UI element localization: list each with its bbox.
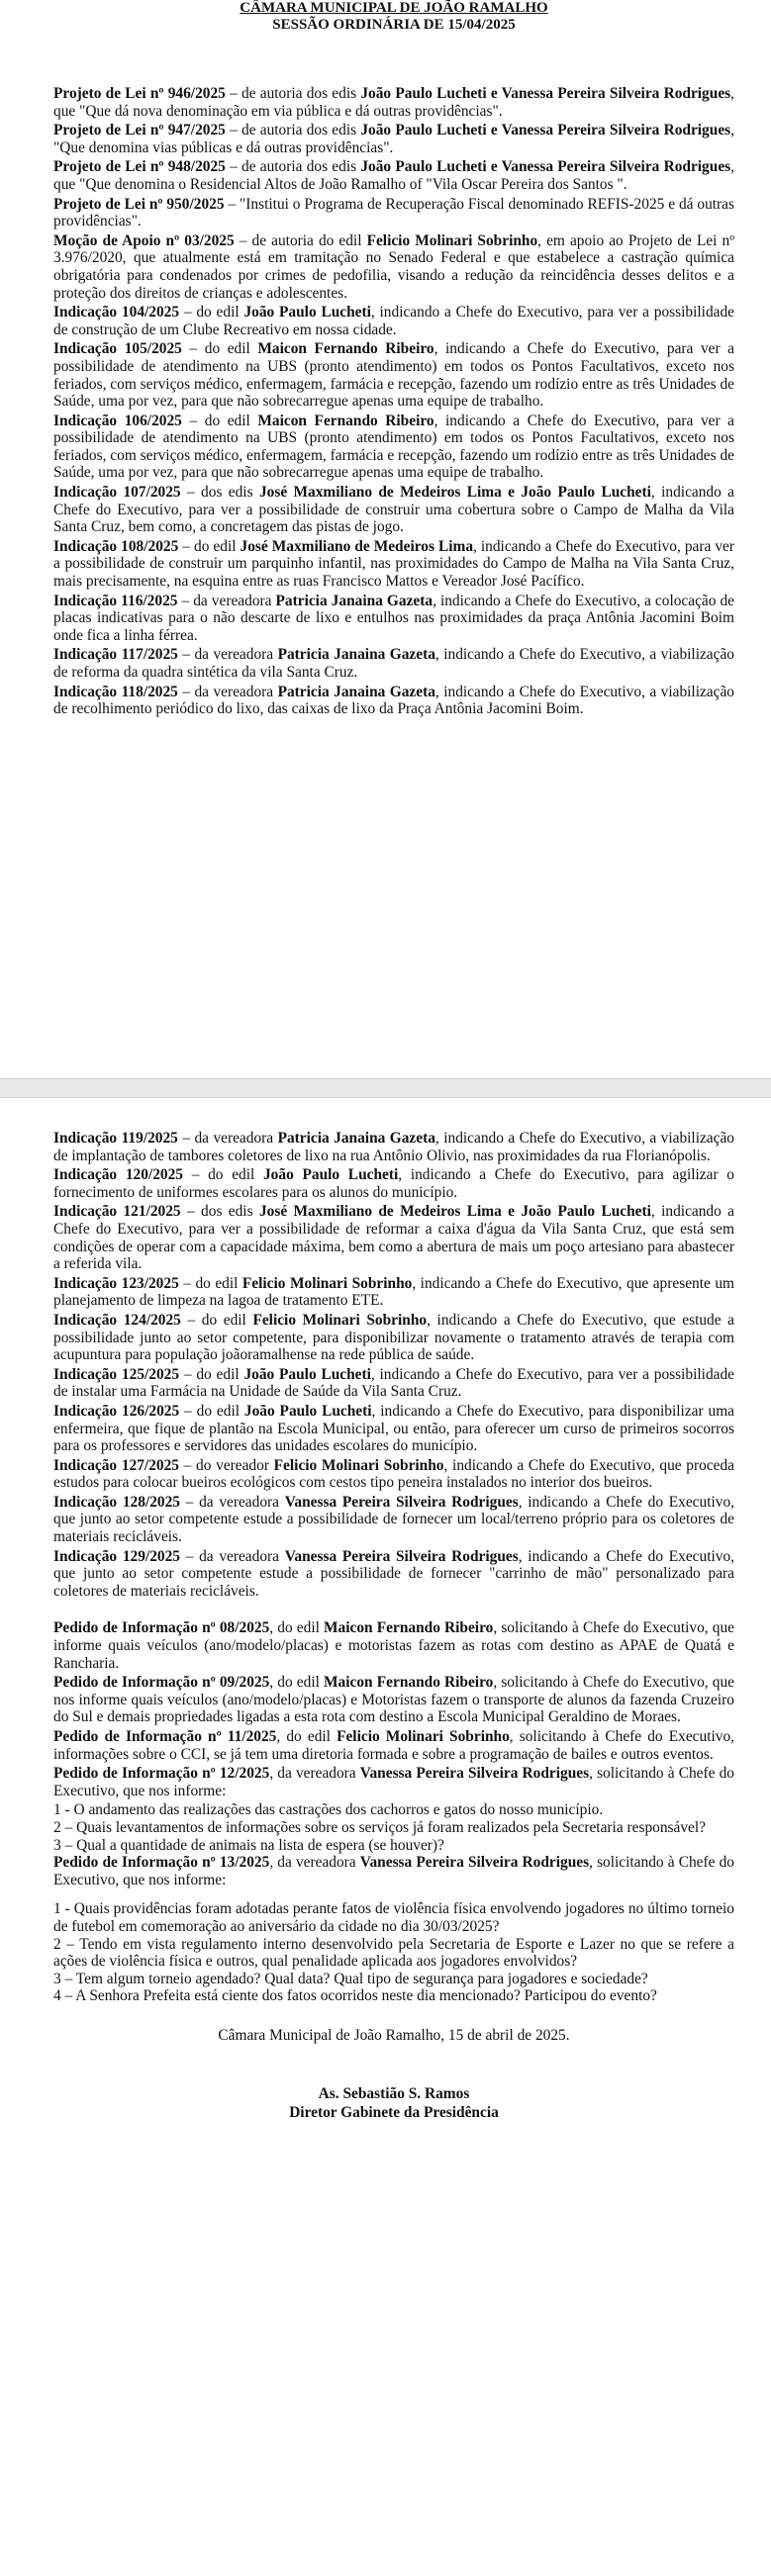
request-13-gap xyxy=(53,1890,734,1900)
item-number: Indicação 118/2025 xyxy=(53,683,178,700)
item-description: , solicitando à Chefe do Executivo, que nos informe: xyxy=(53,1765,734,1799)
item-description: , solicitando à Chefe do Executivo, que nos informe quais veículos (ano/modelo/placas) e Motoristas fazem o transporte de alunos da fazenda Cruzeiro do Sul e demais propriedades ligadas a esta rota com destino a Escola Municipal Geraldino de Moraes. xyxy=(53,1674,734,1726)
item-number: Indicação 126/2025 xyxy=(53,1402,180,1420)
agenda-item xyxy=(53,413,734,482)
question-item: 4 – A Senhora Prefeita está ciente dos fatos ocorridos neste dia mencionado? Participou do evento? xyxy=(53,1987,657,2005)
page-2-items xyxy=(53,1130,734,1600)
item-number: Indicação 128/2025 xyxy=(53,1493,180,1511)
item-text: , do edil xyxy=(269,1674,325,1692)
agenda-item xyxy=(53,1312,734,1364)
item-author: Maicon Fernando Ribeiro xyxy=(257,412,434,429)
agenda-item xyxy=(53,122,734,156)
item-author: João Paulo Lucheti xyxy=(243,304,371,322)
agenda-item xyxy=(53,1366,734,1401)
agenda-item xyxy=(53,232,734,302)
item-description: , indicando a Chefe do Executivo, a colocação de placas indicativas para o não descarte de lixo e entulhos nas proximidades da praça Antônia Jacomini Boim onde fica a linha férrea. xyxy=(53,592,734,644)
item-number: Indicação 129/2025 xyxy=(53,1547,180,1565)
information-request xyxy=(53,1765,734,1799)
agenda-item xyxy=(53,1203,734,1272)
document-page-2 xyxy=(0,1098,771,2576)
item-text: – da vereadora xyxy=(177,646,278,664)
item-description: , indicando a Chefe do Executivo, que junto ao setor competente estude a possibilidade de fornecer "carrinho de mão" personalizado para coletores de materiais recicláveis. xyxy=(53,1547,734,1600)
item-text: – do edil xyxy=(178,537,241,555)
item-description: , solicitando à Chefe do Executivo, que nos informe: xyxy=(53,1854,734,1888)
item-number: Pedido de Informação nº 13/2025 xyxy=(53,1854,270,1872)
item-text: – da vereadora xyxy=(179,1547,285,1565)
question-item: 2 – Tendo em vista regulamento interno desenvolvido pela Secretaria de Esporte e Lazer no que se refere a ações de violência física e outros, qual penalidade aplicada aos jogadores envolvidos? xyxy=(53,1935,734,1971)
item-author: Vanessa Pereira Silveira Rodrigues xyxy=(284,1547,519,1565)
item-author: José Maxmiliano de Medeiros Lima e João Paulo Lucheti xyxy=(258,1203,651,1221)
item-description: , indicando a Chefe do Executivo, que junto ao setor competente estude a possibilidade de fornecer um local/terreno próprio para os coletores de materiais recicláveis. xyxy=(53,1493,734,1546)
item-number: Projeto de Lei nº 948/2025 xyxy=(53,158,226,176)
item-text: – da vereadora xyxy=(179,1493,285,1511)
item-text: – do edil xyxy=(182,1166,263,1184)
item-number: Indicação 121/2025 xyxy=(53,1203,181,1221)
item-description: , indicando a Chefe do Executivo, para ver a possibilidade de construir um parquinho infantil, nas proximidades do Campo de Malha na Vila Santa Cruz, mais precisamente, na esquina entre as ruas Francisco Mattos e Vereador José Pacífico. xyxy=(53,537,735,591)
item-text: – de autoria do edil xyxy=(234,231,367,249)
item-author: Vanessa Pereira Silveira Rodrigues xyxy=(284,1493,519,1511)
agenda-item xyxy=(53,85,734,120)
item-author: Maicon Fernando Ribeiro xyxy=(257,340,434,358)
item-number: Indicação 108/2025 xyxy=(53,537,179,555)
item-text: , do edil xyxy=(276,1728,337,1745)
item-text: – da vereadora xyxy=(177,1130,278,1147)
information-request xyxy=(53,1674,734,1726)
header-subtitle: SESSÃO ORDINÁRIA DE 15/04/2025 xyxy=(272,17,516,33)
signature-name: As. Sebastião S. Ramos xyxy=(318,2084,470,2102)
item-description: , indicando a Chefe do Executivo, que estude a possibilidade junto ao setor competente, para disponibilizar novamente o tratamento através de terapia com acupuntura para população joãoramalhense na rede pública de saúde. xyxy=(53,1311,734,1364)
page-1-items xyxy=(53,85,734,718)
item-number: Indicação 104/2025 xyxy=(53,304,180,322)
item-number: Pedido de Informação nº 09/2025 xyxy=(53,1674,270,1692)
question-item: 1 - O andamento das realizações das castrações dos cachorros e gatos do nosso município. xyxy=(53,1801,604,1819)
item-description: , indicando a Chefe do Executivo, para ver a possibilidade de construção de um Clube Recreativo em nossa cidade. xyxy=(53,304,734,338)
closing-line: Câmara Municipal de João Ramalho, 15 de abril de 2025. xyxy=(218,2026,570,2044)
agenda-item xyxy=(53,1494,734,1546)
item-author: João Paulo Lucheti e Vanessa Pereira Silveira Rodrigues xyxy=(360,85,731,102)
item-text: – do vereador xyxy=(178,1456,274,1474)
header-gap xyxy=(53,34,734,85)
item-text: – do edil xyxy=(178,1274,242,1292)
item-author: Maicon Fernando Ribeiro xyxy=(324,1619,494,1637)
item-text: – do edil xyxy=(180,1311,253,1329)
agenda-item xyxy=(53,1130,734,1164)
page-1-content xyxy=(53,0,734,720)
agenda-item xyxy=(53,340,734,410)
item-number: Pedido de Informação nº 12/2025 xyxy=(53,1765,270,1783)
item-description: , indicando a Chefe do Executivo, para disponibilizar uma enfermeira, que fique de plantão na Escola Municipal, ou então, para oferecer um curso de primeiros socorros para os professores e servidores das unidades escolares do município. xyxy=(53,1402,734,1455)
information-request xyxy=(53,1728,734,1763)
question-item: 3 – Qual a quantidade de animais na lista de espera (se houver)? xyxy=(53,1836,444,1854)
item-author: João Paulo Lucheti e Vanessa Pereira Silveira Rodrigues xyxy=(360,122,731,139)
agenda-item xyxy=(53,304,734,338)
agenda-item xyxy=(53,684,734,718)
agenda-item xyxy=(53,1166,734,1201)
item-author: Patricia Janaina Gazeta xyxy=(277,646,435,664)
agenda-item xyxy=(53,1457,734,1492)
agenda-item xyxy=(53,196,734,230)
item-author: José Maxmiliano de Medeiros Lima e João Paulo Lucheti xyxy=(258,484,651,502)
item-number: Indicação 120/2025 xyxy=(53,1166,183,1184)
item-description: , indicando a Chefe do Executivo, a viabilização de recolhimento periódico do lixo, das caixas de lixo da Praça Antônia Jacomini Boim. xyxy=(53,683,734,718)
item-number: Pedido de Informação nº 11/2025 xyxy=(53,1728,277,1745)
item-text: – do edil xyxy=(179,1365,244,1383)
item-description: , solicitando à Chefe do Executivo, que informe quais veículos (ano/modelo/placas) e motoristas fazem as rotas com destino as APAE de Quatá e Rancharia. xyxy=(53,1619,734,1672)
item-number: Indicação 125/2025 xyxy=(53,1365,180,1383)
item-number: Projeto de Lei nº 947/2025 xyxy=(53,122,226,139)
agenda-item xyxy=(53,1403,734,1455)
section-gap xyxy=(53,1602,734,1619)
signature-block xyxy=(53,2084,734,2122)
item-author: João Paulo Lucheti xyxy=(243,1365,371,1383)
item-description: , que "Que dá nova denominação em via pública e dá outras providências". xyxy=(53,85,734,120)
item-author: Patricia Janaina Gazeta xyxy=(277,1130,435,1147)
item-text: – de autoria dos edis xyxy=(225,158,361,176)
item-number: Indicação 105/2025 xyxy=(53,340,182,358)
page-2-content xyxy=(53,1130,734,2122)
item-number: Indicação 117/2025 xyxy=(53,646,178,664)
item-author: Patricia Janaina Gazeta xyxy=(275,592,434,609)
agenda-item xyxy=(53,538,734,591)
item-text: , do edil xyxy=(269,1619,325,1637)
document-header xyxy=(53,0,734,34)
agenda-item xyxy=(53,1548,734,1601)
item-text: – do edil xyxy=(181,340,258,358)
item-description: , "Que denomina vias públicas e dá outras providências". xyxy=(53,122,734,156)
item-text: , da vereadora xyxy=(269,1854,360,1872)
request-13 xyxy=(53,1854,734,1888)
information-requests xyxy=(53,1619,734,1799)
item-description: , em apoio ao Projeto de Lei nº 3.976/2020, que atualmente está em tramitação no Senado Federal e que estabelece a castração química obrigatória para condenados por crimes de pedofilia, visando a redução da reincidência desses delitos e a proteção dos direitos de crianças e adolescentes. xyxy=(53,231,735,302)
item-number: Indicação 123/2025 xyxy=(53,1274,179,1292)
item-description: , indicando a Chefe do Executivo, para ver a possibilidade de reformar a caixa d'água da Vila Santa Cruz, que está sem condições de operar com a capacidade máxima, bem como a abertura de mais um poço artesiano para abastecer a referida vila. xyxy=(53,1203,735,1273)
information-request xyxy=(53,1619,734,1672)
question-item: 1 - Quais providências foram adotadas perante fatos de violência física envolvendo jogadores no último torneio de futebol em comemoração ao aniversário da cidade no dia 30/03/2025? xyxy=(53,1900,734,1935)
item-text: – dos edis xyxy=(180,484,259,502)
agenda-item xyxy=(53,593,734,645)
agenda-item xyxy=(53,1275,734,1310)
question-item: 2 – Quais levantamentos de informações sobre os serviços já foram realizados pela Secretaria responsável? xyxy=(53,1818,706,1836)
item-description: , indicando a Chefe do Executivo, para agilizar o fornecimento de uniformes escolares para os alunos do município. xyxy=(53,1166,734,1201)
item-description: , indicando a Chefe do Executivo, a viabilização de implantação de tambores coletores de lixo na rua Antônio Olivio, nas proximidades da rua Florianópolis. xyxy=(53,1130,734,1164)
header-title: CÂMARA MUNICIPAL DE JOÃO RAMALHO xyxy=(240,0,548,16)
item-author: Felicio Molinari Sobrinho xyxy=(366,231,538,249)
request-12-questions xyxy=(53,1801,734,1854)
item-author: Felicio Molinari Sobrinho xyxy=(241,1274,413,1292)
item-author: João Paulo Lucheti xyxy=(262,1166,399,1184)
item-author: José Maxmiliano de Medeiros Lima xyxy=(240,537,474,555)
item-number: Indicação 124/2025 xyxy=(53,1311,181,1329)
item-description: , indicando a Chefe do Executivo, para ver a possibilidade de atendimento na UBS (pronto atendimento) em todos os Pontos Facultativos, exceto nos feriados, com serviços médico, enfermagem, farmácia e recepção, fazendo um rodízio entre as três Unidades de Saúde, uma por vez, para que não sobrecarregue apenas uma equipe de trabalho. xyxy=(53,340,735,411)
item-description: , que "Que denomina o Residencial Altos de João Ramalho of "Vila Oscar Pereira dos Santos ". xyxy=(53,158,734,193)
agenda-item xyxy=(53,646,734,681)
item-author: Vanessa Pereira Silveira Rodrigues xyxy=(359,1765,590,1783)
item-number: Moção de Apoio nº 03/2025 xyxy=(53,231,235,249)
item-author: João Paulo Lucheti e Vanessa Pereira Silveira Rodrigues xyxy=(360,158,731,176)
page-separator xyxy=(0,1078,771,1098)
item-author: Felicio Molinari Sobrinho xyxy=(252,1311,428,1329)
item-description: , indicando a Chefe do Executivo, para ver a possibilidade de construir uma cobertura sobre o Campo de Malha da Vila Santa Cruz, bem como, a concretagem das pistas de jogo. xyxy=(53,484,735,536)
item-text: – do edil xyxy=(179,1402,244,1420)
request-13-questions xyxy=(53,1900,734,2005)
item-number: Projeto de Lei nº 950/2025 xyxy=(53,195,225,213)
item-description: , indicando a Chefe do Executivo, para ver a possibilidade de instalar uma Farmácia na Unidade de Saúde da Vila Santa Cruz. xyxy=(53,1365,734,1401)
item-number: Projeto de Lei nº 946/2025 xyxy=(53,85,226,102)
item-description: , indicando a Chefe do Executivo, a viabilização de reforma da quadra sintética da vila Santa Cruz. xyxy=(53,646,734,681)
item-text: – "Institui o Programa de Recuperação Fiscal denominado REFIS-2025 e dá outras providências". xyxy=(53,195,734,230)
agenda-item xyxy=(53,484,734,536)
information-request xyxy=(53,1854,734,1888)
item-author: Patricia Janaina Gazeta xyxy=(277,683,435,700)
item-number: Indicação 107/2025 xyxy=(53,484,181,502)
question-item: 3 – Tem algum torneio agendado? Qual data? Qual tipo de segurança para jogadores e sociedade? xyxy=(53,1970,648,1987)
item-text: – da vereadora xyxy=(177,683,278,700)
item-number: Pedido de Informação nº 08/2025 xyxy=(53,1619,270,1637)
item-number: Indicação 116/2025 xyxy=(53,592,178,609)
item-text: – da vereadora xyxy=(177,592,276,609)
agenda-item xyxy=(53,158,734,193)
document-page-1 xyxy=(0,0,771,1078)
item-number: Indicação 119/2025 xyxy=(53,1130,178,1147)
item-author: Maicon Fernando Ribeiro xyxy=(324,1674,494,1692)
item-author: Vanessa Pereira Silveira Rodrigues xyxy=(359,1854,590,1872)
item-text: – dos edis xyxy=(180,1203,259,1221)
item-description: , indicando a Chefe do Executivo, que proceda estudos para colocar bueiros ecológicos com cestos tipo peneira instalados no interior dos bueiros. xyxy=(53,1456,735,1492)
signature-role: Diretor Gabinete da Presidência xyxy=(289,2103,499,2121)
item-author: João Paulo Lucheti xyxy=(243,1402,372,1420)
item-description: , solicitando à Chefe do Executivo, informações sobre o CCI, se já tem uma diretoria formada e sobre a programação de bailes e outros eventos. xyxy=(53,1728,734,1763)
item-author: Felicio Molinari Sobrinho xyxy=(337,1728,510,1745)
item-text: – de autoria dos edis xyxy=(225,122,361,139)
item-description: , indicando a Chefe do Executivo, para ver a possibilidade de atendimento na UBS (pronto atendimento) em todos os Pontos Facultativos, exceto nos feriados, com serviços médico, enfermagem, farmácia e recepção, fazendo um rodízio entre as três Unidades de Saúde, uma por vez, para que não sobrecarregue apenas uma equipe de trabalho. xyxy=(53,412,735,482)
item-text: – de autoria dos edis xyxy=(225,85,361,102)
item-text: , da vereadora xyxy=(269,1765,360,1783)
item-description: , indicando a Chefe do Executivo, que apresente um planejamento de limpeza na lagoa de tratamento ETE. xyxy=(53,1274,734,1310)
item-text: – do edil xyxy=(181,412,258,429)
item-number: Indicação 127/2025 xyxy=(53,1456,179,1474)
item-author: Felicio Molinari Sobrinho xyxy=(273,1456,444,1474)
item-number: Indicação 106/2025 xyxy=(53,412,182,429)
item-text: – do edil xyxy=(179,304,244,322)
